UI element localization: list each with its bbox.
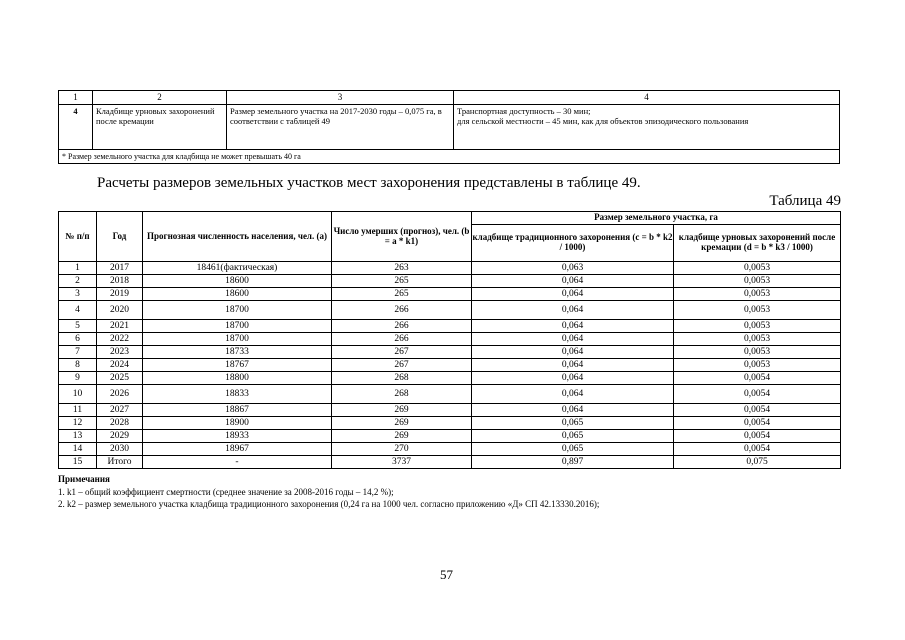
row-urn-area: 0,0053 <box>674 359 841 372</box>
row-year: 2027 <box>97 404 143 417</box>
row-urn-area: 0,0054 <box>674 372 841 385</box>
row-deaths: 269 <box>332 417 472 430</box>
row-deaths: 266 <box>332 301 472 320</box>
table-row <box>59 333 841 346</box>
table-row <box>59 372 841 385</box>
notes-title: Примечания <box>58 474 110 484</box>
table-row <box>59 456 841 469</box>
row-deaths: 265 <box>332 288 472 301</box>
row-year: 2025 <box>97 372 143 385</box>
row-traditional-area: 0,064 <box>472 372 674 385</box>
row-population: 18967 <box>143 443 332 456</box>
object-name: Кладбище урновых захоронений после кремации <box>93 105 227 150</box>
col-header-1: 1 <box>59 91 93 105</box>
row-traditional-area: 0,064 <box>472 320 674 333</box>
row-number: 1 <box>59 262 97 275</box>
page-number: 57 <box>440 567 453 582</box>
table-row <box>59 346 841 359</box>
row-year: 2018 <box>97 275 143 288</box>
row-population: 18933 <box>143 430 332 443</box>
row-urn-area: 0,0054 <box>674 443 841 456</box>
row-year: 2024 <box>97 359 143 372</box>
row-year: 2026 <box>97 385 143 404</box>
header-area-group: Размер земельного участка, га <box>472 212 841 225</box>
row-traditional-area: 0,064 <box>472 275 674 288</box>
note-item-2: 2. k2 – размер земельного участка кладбища традиционного захоронения (0,24 га на 1000 чел. согласно приложению «Д» СП 42.13330.2016); <box>58 499 600 509</box>
row-number: 9 <box>59 372 97 385</box>
row-year: 2023 <box>97 346 143 359</box>
row-number: 11 <box>59 404 97 417</box>
accessibility-line-1: Транспортная доступность – 30 мин; <box>457 106 591 116</box>
row-traditional-area: 0,064 <box>472 333 674 346</box>
table-row <box>59 301 841 320</box>
requirements-row <box>59 105 840 150</box>
row-year: Итого <box>97 456 143 469</box>
table-row <box>59 417 841 430</box>
row-deaths: 267 <box>332 346 472 359</box>
accessibility-line-2: для сельской местности – 45 мин, как для объектов эпизодического пользования <box>457 115 749 126</box>
requirements-header-row <box>59 91 840 105</box>
row-urn-area: 0,0053 <box>674 320 841 333</box>
requirements-table <box>58 90 840 164</box>
row-urn-area: 0,0053 <box>674 301 841 320</box>
row-deaths: 268 <box>332 372 472 385</box>
row-number: 10 <box>59 385 97 404</box>
row-traditional-area: 0,063 <box>472 262 674 275</box>
row-traditional-area: 0,065 <box>472 430 674 443</box>
row-population: 18700 <box>143 320 332 333</box>
row-number: 12 <box>59 417 97 430</box>
row-deaths: 267 <box>332 359 472 372</box>
header-population: Прогнозная численность населения, чел. (a) <box>143 212 332 262</box>
note-item-1: 1. k1 – общий коэффициент смертности (среднее значение за 2008-2016 годы – 14,2 %); <box>58 486 394 497</box>
row-deaths: 266 <box>332 320 472 333</box>
row-population: 18833 <box>143 385 332 404</box>
row-urn-area: 0,0053 <box>674 275 841 288</box>
row-urn-area: 0,0053 <box>674 262 841 275</box>
footnote-row <box>59 150 840 164</box>
row-urn-area: 0,0053 <box>674 346 841 359</box>
calculation-table <box>58 211 841 469</box>
row-number: 3 <box>59 288 97 301</box>
row-year: 2028 <box>97 417 143 430</box>
table-row <box>59 404 841 417</box>
row-traditional-area: 0,064 <box>472 359 674 372</box>
header-row-1 <box>59 212 841 225</box>
section-heading: Расчеты размеров земельных участков мест захоронения представлены в таблице 49. <box>97 175 641 191</box>
header-deaths: Число умерших (прогноз), чел. (b = a * k1) <box>332 212 472 262</box>
row-population: 18600 <box>143 275 332 288</box>
row-traditional-area: 0,064 <box>472 404 674 417</box>
row-urn-area: 0,0054 <box>674 417 841 430</box>
row-deaths: 263 <box>332 262 472 275</box>
table-row <box>59 320 841 333</box>
row-number: 2 <box>59 275 97 288</box>
table-row <box>59 385 841 404</box>
row-number: 4 <box>59 301 97 320</box>
header-traditional: кладбище традиционного захоронения (c = b * k2 / 1000) <box>472 225 674 262</box>
row-population: 18767 <box>143 359 332 372</box>
row-number: 15 <box>59 456 97 469</box>
row-urn-area: 0,0053 <box>674 333 841 346</box>
row-traditional-area: 0,065 <box>472 443 674 456</box>
row-number: 14 <box>59 443 97 456</box>
row-population: - <box>143 456 332 469</box>
table-row <box>59 430 841 443</box>
table-label: Таблица 49 <box>769 193 841 209</box>
table-row <box>59 359 841 372</box>
row-population: 18800 <box>143 372 332 385</box>
row-traditional-area: 0,064 <box>472 288 674 301</box>
table-body <box>59 262 841 469</box>
table-row <box>59 443 841 456</box>
row-population: 18700 <box>143 301 332 320</box>
row-population: 18600 <box>143 288 332 301</box>
row-deaths: 269 <box>332 430 472 443</box>
row-traditional-area: 0,064 <box>472 346 674 359</box>
row-population: 18900 <box>143 417 332 430</box>
row-urn-area: 0,0054 <box>674 385 841 404</box>
row-deaths: 265 <box>332 275 472 288</box>
header-num: № п/п <box>59 212 97 262</box>
row-number: 13 <box>59 430 97 443</box>
notes-section <box>58 473 599 511</box>
header-year: Год <box>97 212 143 262</box>
accessibility-cell <box>454 105 840 150</box>
row-traditional-area: 0,064 <box>472 301 674 320</box>
col-header-3: 3 <box>227 91 454 105</box>
col-header-4: 4 <box>454 91 840 105</box>
row-urn-area: 0,0054 <box>674 430 841 443</box>
header-urn: кладбище урновых захоронений после кремации (d = b * k3 / 1000) <box>674 225 841 262</box>
land-size-text: Размер земельного участка на 2017-2030 годы – 0,075 га, в соответствии с таблицей 49 <box>227 105 454 150</box>
table-row <box>59 275 841 288</box>
row-number: 4 <box>59 105 93 150</box>
row-traditional-area: 0,065 <box>472 417 674 430</box>
row-number: 5 <box>59 320 97 333</box>
row-deaths: 268 <box>332 385 472 404</box>
row-traditional-area: 0,897 <box>472 456 674 469</box>
row-year: 2019 <box>97 288 143 301</box>
row-population: 18733 <box>143 346 332 359</box>
row-number: 7 <box>59 346 97 359</box>
row-population: 18461(фактическая) <box>143 262 332 275</box>
table-row <box>59 288 841 301</box>
row-deaths: 269 <box>332 404 472 417</box>
table-row <box>59 262 841 275</box>
row-year: 2020 <box>97 301 143 320</box>
row-number: 8 <box>59 359 97 372</box>
row-traditional-area: 0,064 <box>472 385 674 404</box>
row-population: 18867 <box>143 404 332 417</box>
row-year: 2030 <box>97 443 143 456</box>
row-population: 18700 <box>143 333 332 346</box>
row-year: 2021 <box>97 320 143 333</box>
row-urn-area: 0,0053 <box>674 288 841 301</box>
row-year: 2017 <box>97 262 143 275</box>
row-deaths: 3737 <box>332 456 472 469</box>
row-number: 6 <box>59 333 97 346</box>
row-urn-area: 0,075 <box>674 456 841 469</box>
footnote: * Размер земельного участка для кладбища не может превышать 40 га <box>59 150 840 164</box>
row-year: 2022 <box>97 333 143 346</box>
row-urn-area: 0,0054 <box>674 404 841 417</box>
row-deaths: 270 <box>332 443 472 456</box>
row-deaths: 266 <box>332 333 472 346</box>
row-year: 2029 <box>97 430 143 443</box>
col-header-2: 2 <box>93 91 227 105</box>
